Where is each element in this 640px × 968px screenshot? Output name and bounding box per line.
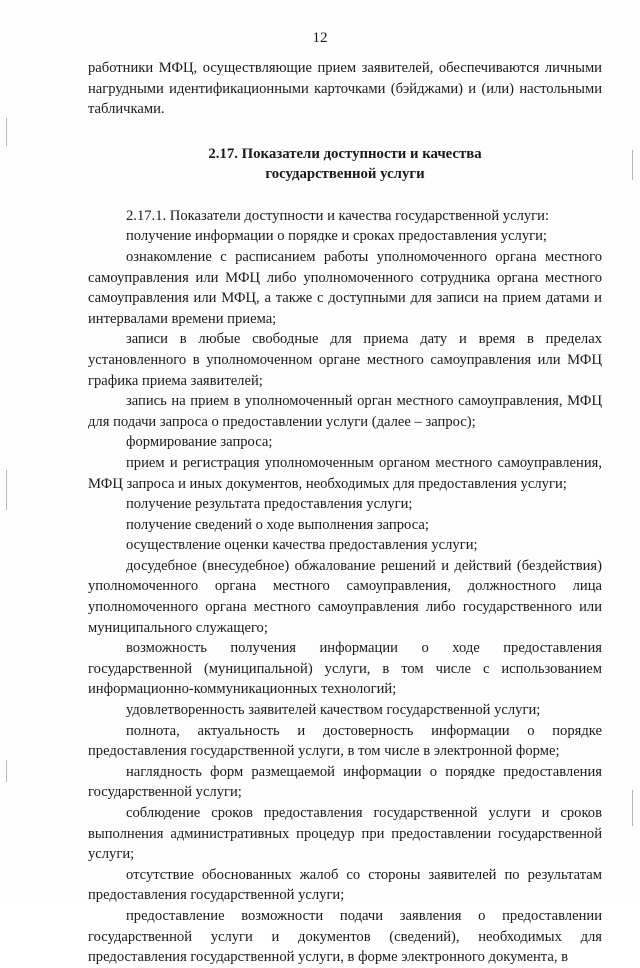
list-item: запись на прием в уполномоченный орган местного самоуправления, МФЦ для подачи запроса о предоставлении услуги (далее – запрос); [88,393,602,430]
list-item: записи в любые свободные для приема дату и время в пределах установленного в уполномоченном органе местного самоуправления или МФЦ графика приема заявителей; [88,331,602,389]
list-item: прием и регистрация уполномоченным органом местного самоуправления, МФЦ запроса и иных документов, необходимых для предоставления услуги; [88,454,602,492]
scan-artifact [632,790,633,826]
list-item: полнота, актуальность и достоверность информации о порядке предоставления государственной услуги, в том числе в электронной форме; [88,722,602,760]
section-paragraph: 2.17.1. Показатели доступности и качества государственной услуги: [126,207,550,224]
list-item: получение сведений о ходе выполнения запроса; [126,516,429,533]
section-title-line1: 2.17. Показатели доступности и качества [208,145,482,162]
section-heading [88,144,602,184]
scan-artifact [6,470,7,510]
scan-artifact [6,760,7,782]
scan-artifact [6,118,7,146]
scan-edge-right [632,0,634,905]
page-number: 12 [312,30,328,46]
list-item: досудебное (внесудебное) обжалование решений и действий (бездействия) уполномоченного органа местного самоуправления, должностного лица уполномоченного органа местного самоуправления либо государственного или муниципального служащего; [88,557,602,636]
list-item: получение информации о порядке и сроках предоставления услуги; [126,228,547,245]
scan-artifact [632,150,633,180]
list-item: наглядность форм размещаемой информации о порядке предоставления государственной услуги; [88,763,602,801]
list-item: возможность получения информации о ходе предоставления государственной (муниципальной) услуги, в том числе с использованием информационно-коммуникационных технологий; [88,640,602,698]
scan-edge-left [6,0,8,905]
list-item: отсутствие обоснованных жалоб со стороны заявителей по результатам предоставления государственной услуги; [88,866,602,904]
list-item: удовлетворенность заявителей качеством государственной услуги; [126,702,541,719]
intro-paragraph: работники МФЦ, осуществляющие прием заявителей, обеспечиваются личными нагрудными идентификационными карточками (бэйджами) и (или) настольными табличками. [88,60,602,118]
list-item: ознакомление с расписанием работы уполномоченного органа местного самоуправления или МФЦ либо уполномоченного сотрудника органа местного самоуправления или МФЦ, а также с доступными для записи на прием датами и интервалами времени приема; [88,248,602,327]
document-body [88,58,602,968]
list-item: получение результата предоставления услуги; [126,496,413,513]
list-item: соблюдение сроков предоставления государственной услуги и сроков выполнения административных процедур при предоставлении государственной услуги; [88,805,602,863]
list-item: осуществление оценки качества предоставления услуги; [126,537,478,554]
section-title-line2: государственной услуги [265,165,425,182]
list-item: предоставление возможности подачи заявления о предоставлении государственной услуги и документов (сведений), необходимых для предоставления государственной услуги, в форме электронного документа, в [88,907,602,966]
list-item: формирование запроса; [126,434,273,451]
